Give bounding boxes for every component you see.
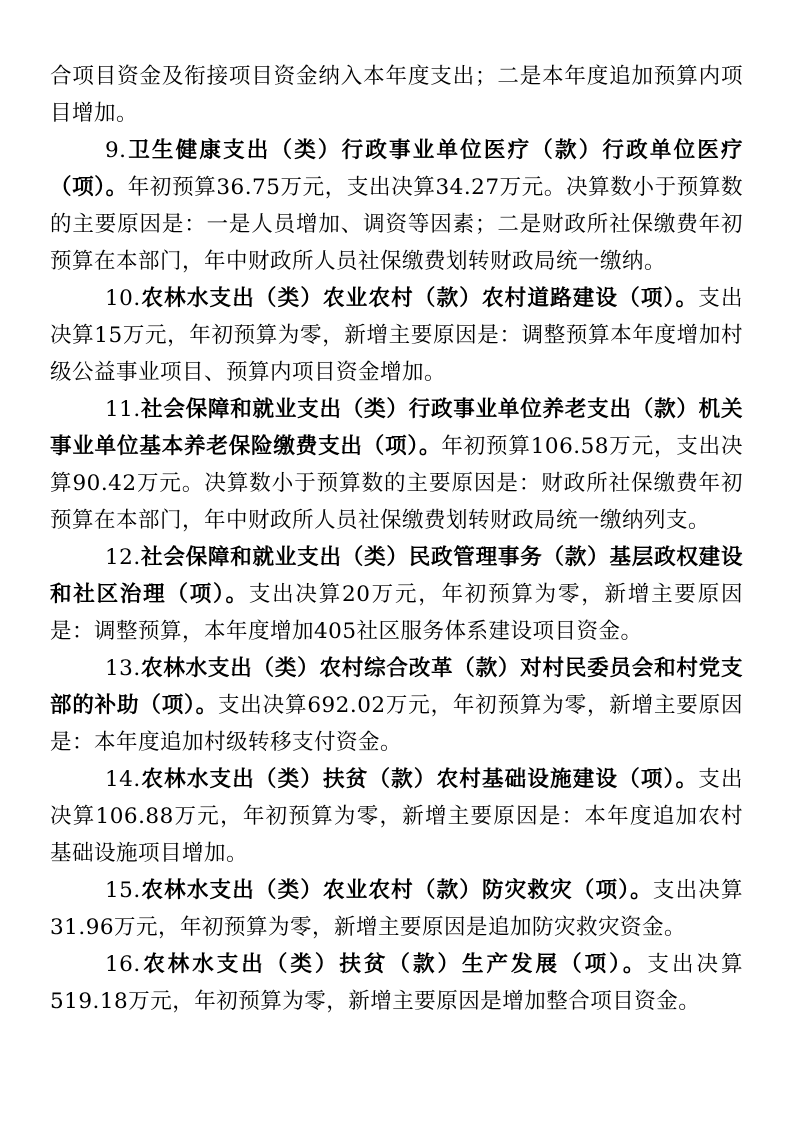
paragraph-item-15 — [50, 872, 743, 946]
item-heading: 农林水支出（类）扶贫（款）生产发展（项）。 — [140, 952, 648, 977]
item-number: 11. — [105, 397, 141, 422]
paragraph-item-13 — [50, 650, 743, 761]
item-heading: 农林水支出（类）农业农村（款）农村道路建设（项）。 — [140, 286, 699, 311]
paragraph-body: 支出决算15万元，年初预算为零，新增主要原因是：调整预算本年度增加村级公益事业项目、预算内项目资金增加。 — [50, 286, 743, 385]
item-number: 9. — [105, 138, 127, 163]
paragraph-body: 年初预算106.58万元，支出决算90.42万元。决算数小于预算数的主要原因是：财政所社保缴费年初预算在本部门，年中财政所人员社保缴费划转财政局统一缴纳列支。 — [50, 434, 743, 533]
paragraph-continuation — [50, 58, 743, 132]
item-number: 16. — [105, 952, 141, 977]
item-heading: 社会保障和就业支出（类）民政管理事务（款）基层政权建设和社区治理（项）。 — [50, 545, 743, 607]
paragraph-item-16 — [50, 946, 743, 1020]
paragraph-body: 年初预算36.75万元，支出决算34.27万元。决算数小于预算数的主要原因是：一是人员增加、调资等因素；二是财政所社保缴费年初预算在本部门，年中财政所人员社保缴费划转财政局统一缴纳。 — [50, 175, 743, 274]
item-heading: 卫生健康支出（类）行政事业单位医疗（款）行政单位医疗（项）。 — [50, 138, 743, 200]
item-heading: 农林水支出（类）农业农村（款）防灾救灾（项）。 — [140, 878, 653, 903]
item-number: 12. — [105, 545, 141, 570]
item-heading: 社会保障和就业支出（类）行政事业单位养老支出（款）机关事业单位基本养老保险缴费支出（项）。 — [50, 397, 743, 459]
paragraph-body: 支出决算692.02万元，年初预算为零，新增主要原因是：本年度追加村级转移支付资金。 — [50, 693, 743, 755]
item-heading: 农林水支出（类）扶贫（款）农村基础设施建设（项）。 — [140, 767, 699, 792]
paragraph-item-10 — [50, 280, 743, 391]
item-number: 14. — [105, 767, 141, 792]
item-number: 13. — [105, 656, 141, 681]
paragraph-item-11 — [50, 391, 743, 539]
paragraph-item-12 — [50, 539, 743, 650]
item-heading: 农林水支出（类）农村综合改革（款）对村民委员会和村党支部的补助（项）。 — [50, 656, 743, 718]
item-number: 10. — [105, 286, 141, 311]
paragraph-item-9 — [50, 132, 743, 280]
item-number: 15. — [105, 878, 141, 903]
paragraph-body: 支出决算519.18万元，年初预算为零，新增主要原因是增加整合项目资金。 — [50, 952, 743, 1014]
paragraph-body: 支出决算20万元，年初预算为零，新增主要原因是：调整预算，本年度增加405社区服务体系建设项目资金。 — [50, 582, 743, 644]
paragraph-item-14 — [50, 761, 743, 872]
paragraph-body: 支出决算31.96万元，年初预算为零，新增主要原因是追加防灾救灾资金。 — [50, 878, 743, 940]
paragraph-body: 支出决算106.88万元，年初预算为零，新增主要原因是：本年度追加农村基础设施项目增加。 — [50, 767, 743, 866]
paragraph-body: 合项目资金及衔接项目资金纳入本年度支出；二是本年度追加预算内项目增加。 — [50, 64, 743, 126]
